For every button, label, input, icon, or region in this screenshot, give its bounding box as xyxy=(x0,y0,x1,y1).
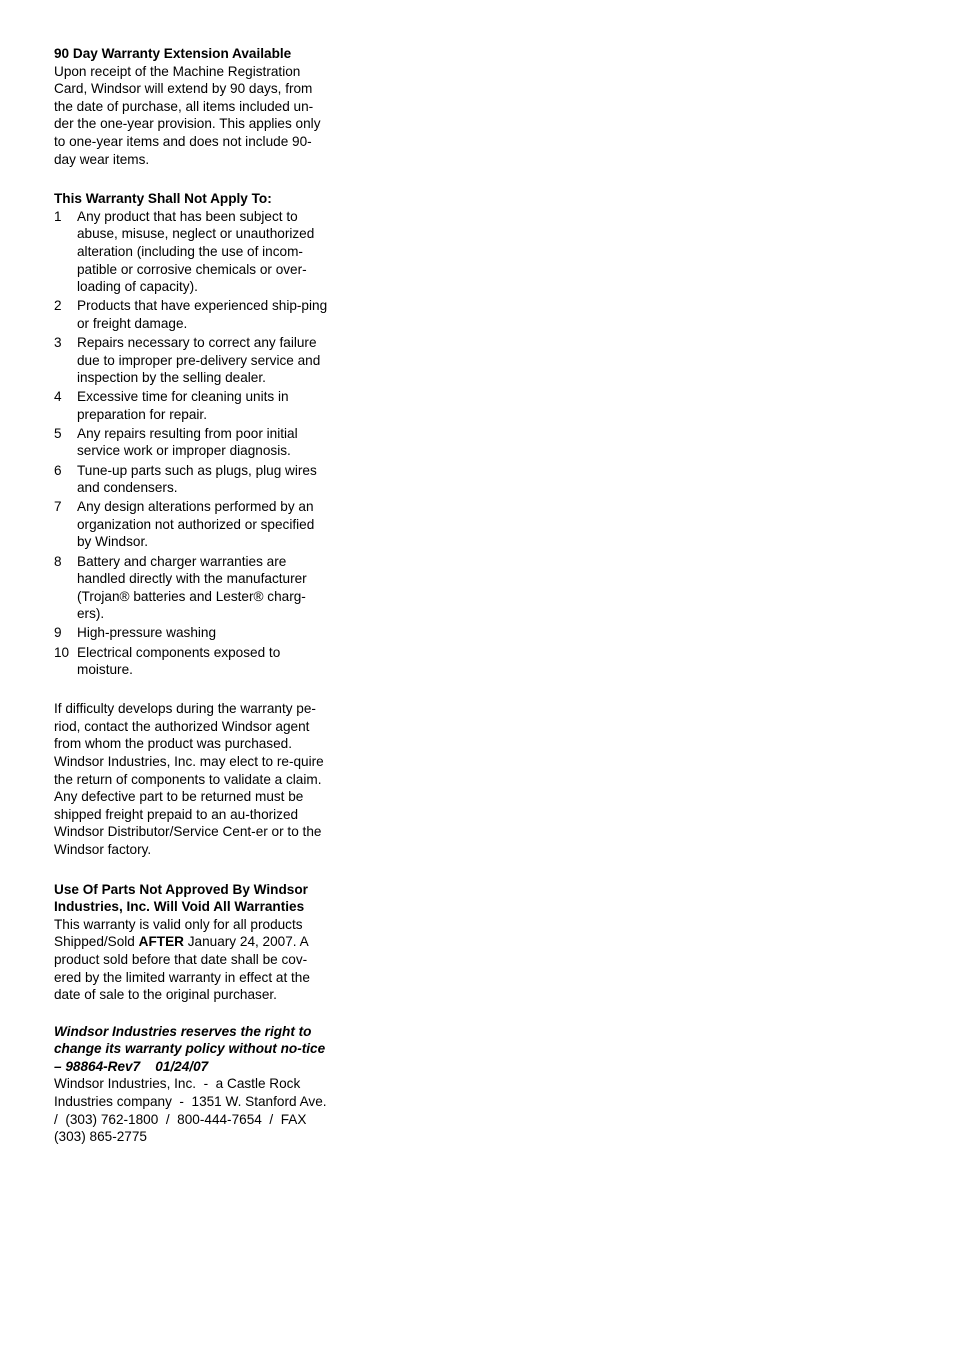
item-number: 2 xyxy=(54,298,62,314)
parts-body-end: January 24, 2007. A product sold before that date shall be cov-ered by the limited warranty in effect at the date of sale to the original purchaser. xyxy=(54,934,310,1003)
item-text: Repairs necessary to correct any failure due to improper pre-delivery service and inspection by the selling dealer. xyxy=(77,334,321,386)
list-item xyxy=(54,624,330,642)
difficulty-body: If difficulty develops during the warranty pe-riod, contact the authorized Windsor agent from whom the product was purchased. Windsor Industries, Inc. may elect to re-quire the return of components to validate a claim. Any defective part to be returned must be shipped freight prepaid to an au-thorized Windsor Distributor/Service Cent-er or to the Windsor factory. xyxy=(54,701,324,857)
extension-body: Upon receipt of the Machine Registration Card, Windsor will extend by 90 days, from the date of purchase, all items included un-der the one-year provision. This applies only to one-year items and does not include 90-day wear items. xyxy=(54,63,321,167)
item-number: 9 xyxy=(54,625,62,641)
parts-body-emphasis: AFTER xyxy=(138,934,184,950)
extension-heading: 90 Day Warranty Extension Available xyxy=(54,46,292,61)
item-text: Electrical components exposed to moisture. xyxy=(77,644,281,678)
company-contact: Windsor Industries, Inc. - a Castle Rock Industries company - 1351 W. Stanford Ave. / (303) 762-1800 / 800-444-7654 / FAX (303) 865-2775 xyxy=(54,1076,335,1145)
item-number: 1 xyxy=(54,208,62,224)
list-item xyxy=(54,425,330,460)
list-item xyxy=(54,553,330,623)
item-text: Excessive time for cleaning units in preparation for repair. xyxy=(77,389,289,422)
parts-body-start: This warranty is valid only for all products Shipped/Sold xyxy=(54,916,303,950)
list-item xyxy=(54,644,330,679)
parts-heading: Use Of Parts Not Approved By Windsor Industries, Inc. Will Void All Warranties xyxy=(54,881,308,915)
exclusions-list xyxy=(54,208,330,679)
warranty-column xyxy=(54,45,335,1146)
item-text: Any design alterations performed by an organization not authorized or specified by Windsor. xyxy=(77,499,315,550)
item-text: Battery and charger warranties are handled directly with the manufacturer (Trojan® batteries and Lester® charg-ers). xyxy=(77,553,307,622)
item-number: 6 xyxy=(54,462,62,478)
policy-notice: Windsor Industries reserves the right to change its warranty policy without no-tice – 98864-Rev7 01/24/07 xyxy=(54,1023,329,1074)
item-text: Any product that has been subject to abuse, misuse, neglect or unauthorized alteration (including the use of incom-patible or corrosive chemicals or over-loading of capacity). xyxy=(77,208,315,295)
item-text: High-pressure washing xyxy=(77,625,217,641)
item-number: 7 xyxy=(54,499,62,515)
item-number: 5 xyxy=(54,425,62,441)
item-text: Any repairs resulting from poor initial service work or improper diagnosis. xyxy=(77,425,298,459)
item-number: 10 xyxy=(54,644,70,660)
list-item xyxy=(54,498,330,551)
parts-body xyxy=(54,916,330,1004)
list-item xyxy=(54,388,330,423)
item-number: 8 xyxy=(54,553,62,569)
list-item xyxy=(54,208,330,296)
list-item xyxy=(54,334,330,387)
item-text: Tune-up parts such as plugs, plug wires and condensers. xyxy=(77,462,317,496)
item-number: 3 xyxy=(54,334,62,350)
item-number: 4 xyxy=(54,389,62,405)
item-text: Products that have experienced ship-ping or freight damage. xyxy=(77,298,328,331)
exclusions-heading: This Warranty Shall Not Apply To: xyxy=(54,191,272,207)
list-item xyxy=(54,462,330,497)
list-item xyxy=(54,297,330,332)
